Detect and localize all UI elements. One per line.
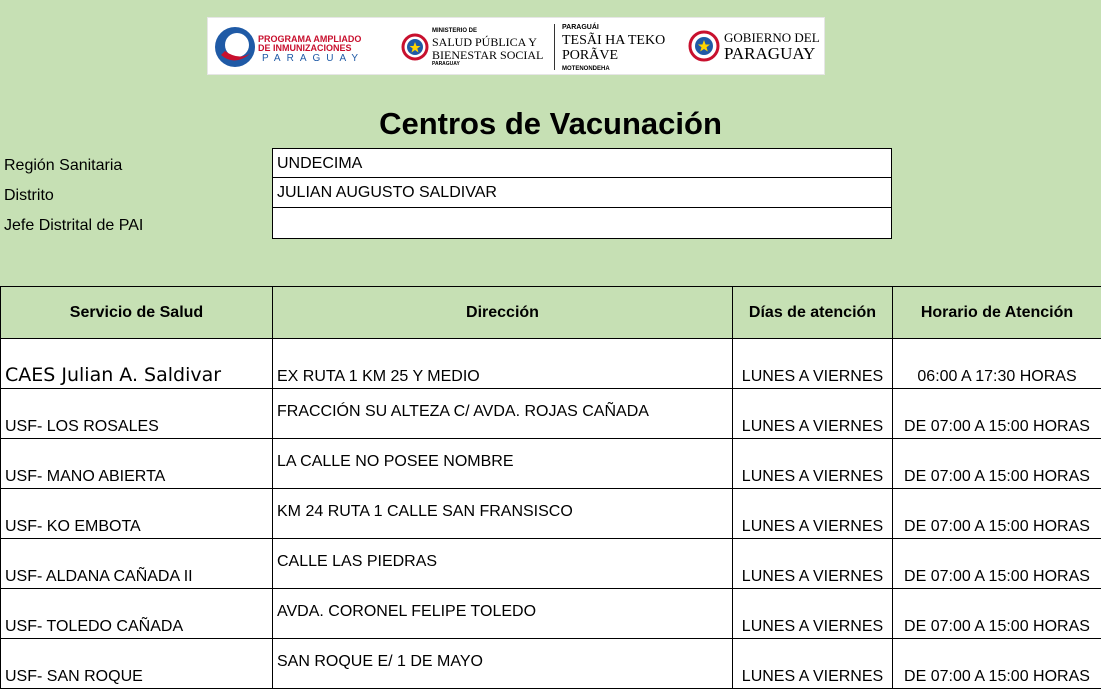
tesai-sub: MOTENONDEHA: [562, 66, 610, 72]
tesai-line1: TESÃI HA TEKO: [562, 33, 666, 48]
page-title: Centros de Vacunación: [379, 106, 722, 141]
cell-servicio: USF- TOLEDO CAÑADA: [1, 589, 273, 639]
cell-dias: LUNES A VIERNES: [733, 639, 893, 689]
pai-logo: [210, 18, 380, 74]
cell-direccion: CALLE LAS PIEDRAS: [273, 539, 733, 589]
cell-horario: 06:00 A 17:30 HORAS: [893, 339, 1101, 389]
table-row: [1, 439, 1101, 489]
cell-horario: DE 07:00 A 15:00 HORAS: [893, 639, 1101, 689]
cell-horario: DE 07:00 A 15:00 HORAS: [893, 589, 1101, 639]
cell-servicio: USF- ALDANA CAÑADA II: [1, 539, 273, 589]
header-direccion: Dirección: [273, 287, 733, 339]
cell-dias: LUNES A VIERNES: [733, 489, 893, 539]
distrito-value[interactable]: JULIAN AUGUSTO SALDIVAR: [272, 178, 892, 208]
table-header-row: [1, 287, 1101, 339]
cell-direccion: KM 24 RUTA 1 CALLE SAN FRANSISCO: [273, 489, 733, 539]
cell-dias: LUNES A VIERNES: [733, 589, 893, 639]
region-value[interactable]: UNDECIMA: [272, 148, 892, 178]
gobierno-logo: [688, 18, 824, 74]
cell-direccion: AVDA. CORONEL FELIPE TOLEDO: [273, 589, 733, 639]
jefe-value[interactable]: [272, 208, 892, 239]
cell-dias: LUNES A VIERNES: [733, 439, 893, 489]
cell-direccion: FRACCIÓN SU ALTEZA C/ AVDA. ROJAS CAÑADA: [273, 389, 733, 439]
paraguay-seal-icon: [401, 33, 429, 61]
cell-servicio: USF- MANO ABIERTA: [1, 439, 273, 489]
msp-small: MINISTERIO DE: [432, 28, 478, 34]
pai-line1: PROGRAMA AMPLIADO: [258, 34, 362, 44]
cell-horario: DE 07:00 A 15:00 HORAS: [893, 539, 1101, 589]
table-row: [1, 389, 1101, 439]
table-row: [1, 539, 1101, 589]
tesai-small: PARAGUÁI: [562, 24, 599, 31]
tesai-line2: PORÃVE: [562, 48, 619, 63]
gob-line1: GOBIERNO DEL: [724, 30, 820, 45]
gob-line2: PARAGUAY: [724, 44, 816, 63]
cell-dias: LUNES A VIERNES: [733, 539, 893, 589]
cell-servicio: USF- KO EMBOTA: [1, 489, 273, 539]
logo-divider: [554, 24, 555, 70]
cell-servicio: USF- LOS ROSALES: [1, 389, 273, 439]
table-row: [1, 489, 1101, 539]
tesai-logo: [562, 18, 672, 74]
cell-dias: LUNES A VIERNES: [733, 389, 893, 439]
pai-line3: PARAGUAY: [262, 53, 365, 64]
cell-direccion: LA CALLE NO POSEE NOMBRE: [273, 439, 733, 489]
header-servicio: Servicio de Salud: [1, 287, 273, 339]
jefe-label: Jefe Distrital de PAI: [4, 217, 144, 234]
cell-servicio: CAES Julian A. Saldivar: [1, 339, 273, 389]
pai-emblem-icon: [213, 25, 257, 69]
cell-servicio: USF- SAN ROQUE: [1, 639, 273, 689]
distrito-label: Distrito: [4, 187, 54, 204]
logos-banner: [207, 17, 825, 75]
msp-sub: PARAGUAY: [432, 61, 460, 67]
cell-horario: DE 07:00 A 15:00 HORAS: [893, 439, 1101, 489]
cell-horario: DE 07:00 A 15:00 HORAS: [893, 489, 1101, 539]
cell-horario: DE 07:00 A 15:00 HORAS: [893, 389, 1101, 439]
msp-logo: [398, 18, 558, 74]
region-label: Región Sanitaria: [4, 157, 123, 174]
msp-line1: SALUD PÚBLICA Y: [432, 35, 537, 49]
cell-direccion: SAN ROQUE E/ 1 DE MAYO: [273, 639, 733, 689]
header-horario: Horario de Atención: [893, 287, 1101, 339]
msp-line2: BIENESTAR SOCIAL: [432, 48, 544, 62]
table-row: [1, 639, 1101, 689]
gobierno-seal-icon: [688, 30, 720, 62]
header-dias: Días de atención: [733, 287, 893, 339]
cell-dias: LUNES A VIERNES: [733, 339, 893, 389]
pai-line2: DE INMUNIZACIONES: [258, 43, 352, 53]
cell-direccion: EX RUTA 1 KM 25 Y MEDIO: [273, 339, 733, 389]
vaccination-centers-table: [0, 286, 1101, 689]
table-row: [1, 339, 1101, 389]
table-row: [1, 589, 1101, 639]
